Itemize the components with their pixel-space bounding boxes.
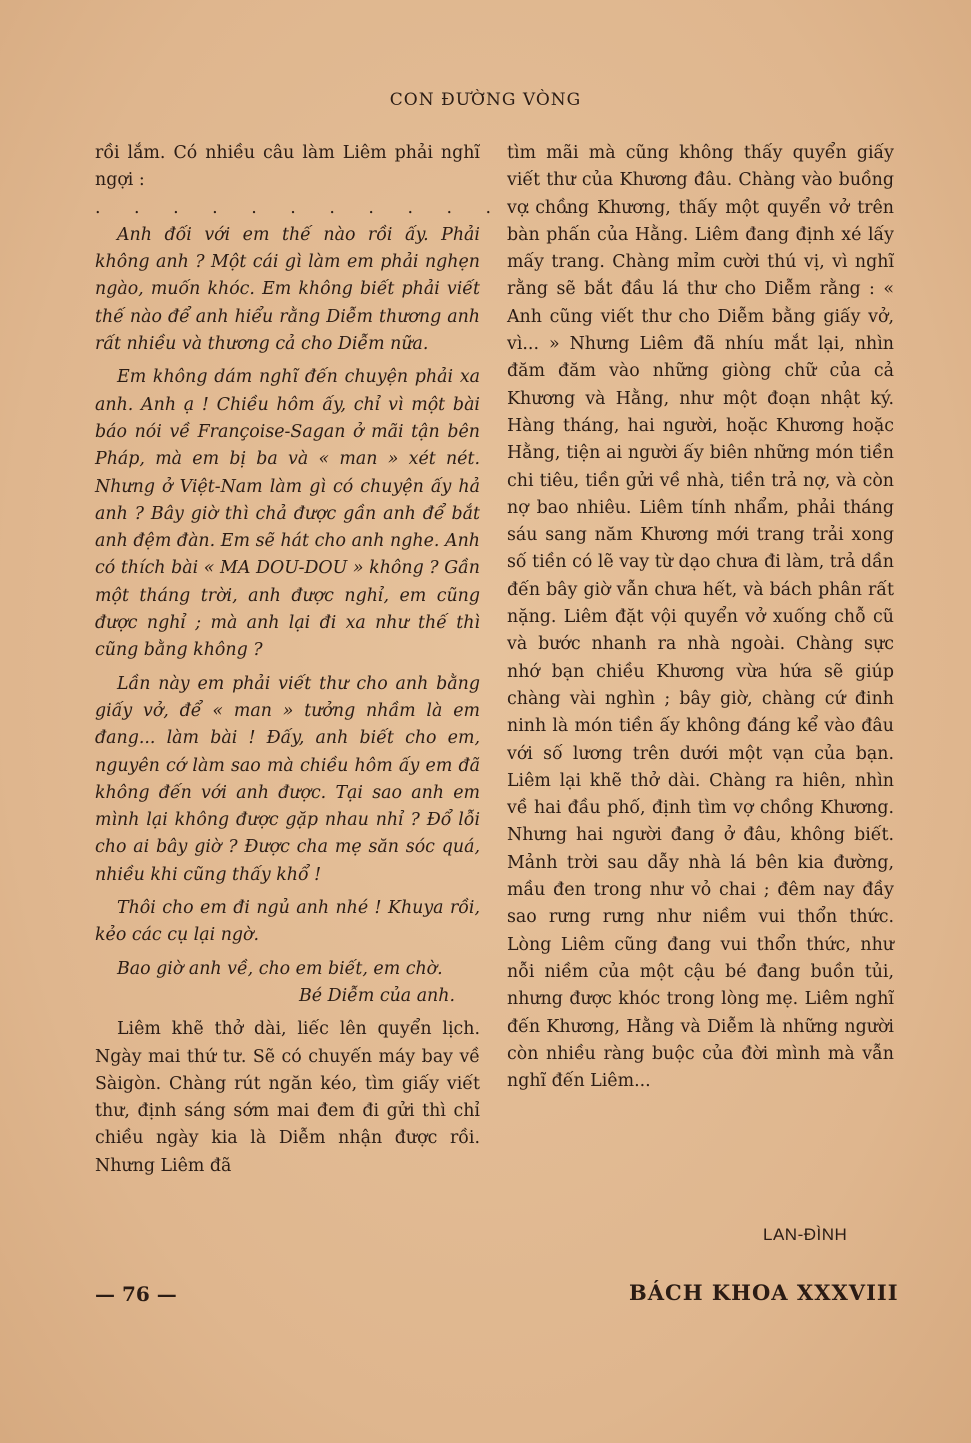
- author-name: LAN-ĐÌNH: [763, 1225, 848, 1244]
- right-column: [507, 140, 894, 1095]
- letter-signature: Bé Diễm của anh.: [299, 985, 455, 1006]
- letter-paragraph: Anh đối với em thế nào rồi ấy. Phải không anh ? Một cái gì làm em phải nghẹn ngào, muốn khóc. Em không biết phải viết thế nào để anh hiểu rằng Diễm thương anh rất nhiều và thương cả cho Diễm nữa.: [95, 224, 480, 355]
- ellipsis-separator: . . . . . . . . . . . . . .: [95, 197, 623, 218]
- left-column: [95, 140, 623, 1180]
- paragraph: tìm mãi mà cũng không thấy quyển giấy viết thư của Khương đâu. Chàng vào buồng vợ chồng Khương, thấy một quyển vở trên bàn phấn của Hằng. Liêm đang định xé lấy mấy trang. Chàng mỉm cười thú vị, vì nghĩ rằng sẽ bắt đầu lá thư cho Diễm rằng : « Anh cũng viết thư cho Diễm bằng giấy vở, vì... » Nhưng Liêm đã nhíu mắt lại, nhìn đăm đăm vào những giòng chữ của cả Khương và Hằng, như một đoạn nhật ký. Hàng tháng, hai người, hoặc Khương hoặc Hằng, tiện ai người ấy biên những món tiền chi tiêu, tiền gửi về nhà, tiền trả nợ, và còn nợ bao nhiêu. Liêm tính nhẩm, phải tháng sáu sang năm Khương mới trang trải xong số tiền có lẽ vay từ dạo chưa đi làm, trả dần đến bây giờ vẫn chưa hết, và bách phân rất nặng. Liêm đặt vội quyển vở xuống chỗ cũ và bước nhanh ra nhà ngoài. Chàng sực nhớ bạn chiều Khương vừa hứa sẽ giúp chàng vài nghìn ; bây giờ, chàng cứ đinh ninh là món tiền ấy không đáng kể vào đâu với số lương trên dưới một vạn của bạn. Liêm lại khẽ thở dài. Chàng ra hiên, nhìn về hai đầu phố, định tìm vợ chồng Khương. Nhưng hai người đang ở đâu, không biết. Mảnh trời sau dẫy nhà lá bên kia đường, mầu đen trong như vỏ chai ; đêm nay đầy sao rưng rưng như niềm vui thổn thức. Lòng Liêm cũng đang vui thổn thức, như nỗi niềm của một cậu bé đang buồn tủi, nhưng được khóc trong lòng mẹ. Liêm nghĩ đến Khương, Hằng và Diễm là những người còn nhiều ràng buộc của đời mình mà vẫn nghĩ đến Liêm...: [507, 143, 894, 1092]
- letter-paragraph: Em không dám nghĩ đến chuyện phải xa anh. Anh ạ ! Chiều hôm ấy, chỉ vì một bài báo nói về Françoise-Sagan ở mãi tận bên Pháp, mà em bị ba và « man » xét nét. Nhưng ở Việt-Nam làm gì có chuyện ấy hả anh ? Bây giờ thì chả được gần anh để bắt anh đệm đàn. Em sẽ hát cho anh nghe. Anh có thích bài « MA DOU-DOU » không ? Gần một tháng trời, anh được nghỉ, em cũng được nghỉ ; mà anh lại đi xa như thế thì cũng bằng không ?: [95, 367, 480, 661]
- paragraph: rồi lắm. Có nhiều câu làm Liêm phải nghĩ ngợi :: [95, 143, 480, 191]
- letter-paragraph: Thôi cho em đi ngủ anh nhé ! Khuya rồi, kẻo các cụ lại ngờ.: [95, 898, 480, 946]
- magazine-title: BÁCH KHOA XXXVIII: [629, 1280, 899, 1305]
- letter-paragraph: Lần này em phải viết thư cho anh bằng giấy vở, để « man » tưởng nhầm là em đang... làm bài ! Đấy, anh biết cho em, nguyên cớ làm sao mà chiều hôm ấy em đã không đến với anh được. Tại sao anh em mình lại không được gặp nhau nhỉ ? Đổ lỗi cho ai bây giờ ? Được cha mẹ săn sóc quá, nhiều khi cũng thấy khổ !: [95, 673, 480, 885]
- page-number: — 76 —: [95, 1282, 177, 1306]
- running-title: CON ĐƯỜNG VÒNG: [389, 90, 582, 110]
- letter-paragraph: Bao giờ anh về, cho em biết, em chờ.: [117, 958, 443, 979]
- paragraph: Liêm khẽ thở dài, liếc lên quyển lịch. Ngày mai thứ tư. Sẽ có chuyến máy bay về Sàigòn. Chàng rút ngăn kéo, tìm giấy viết thư, định sáng sớm mai đem đi gửi thì chỉ chiều ngày kia là Diễm nhận được rồi. Nhưng Liêm đã: [95, 1019, 480, 1176]
